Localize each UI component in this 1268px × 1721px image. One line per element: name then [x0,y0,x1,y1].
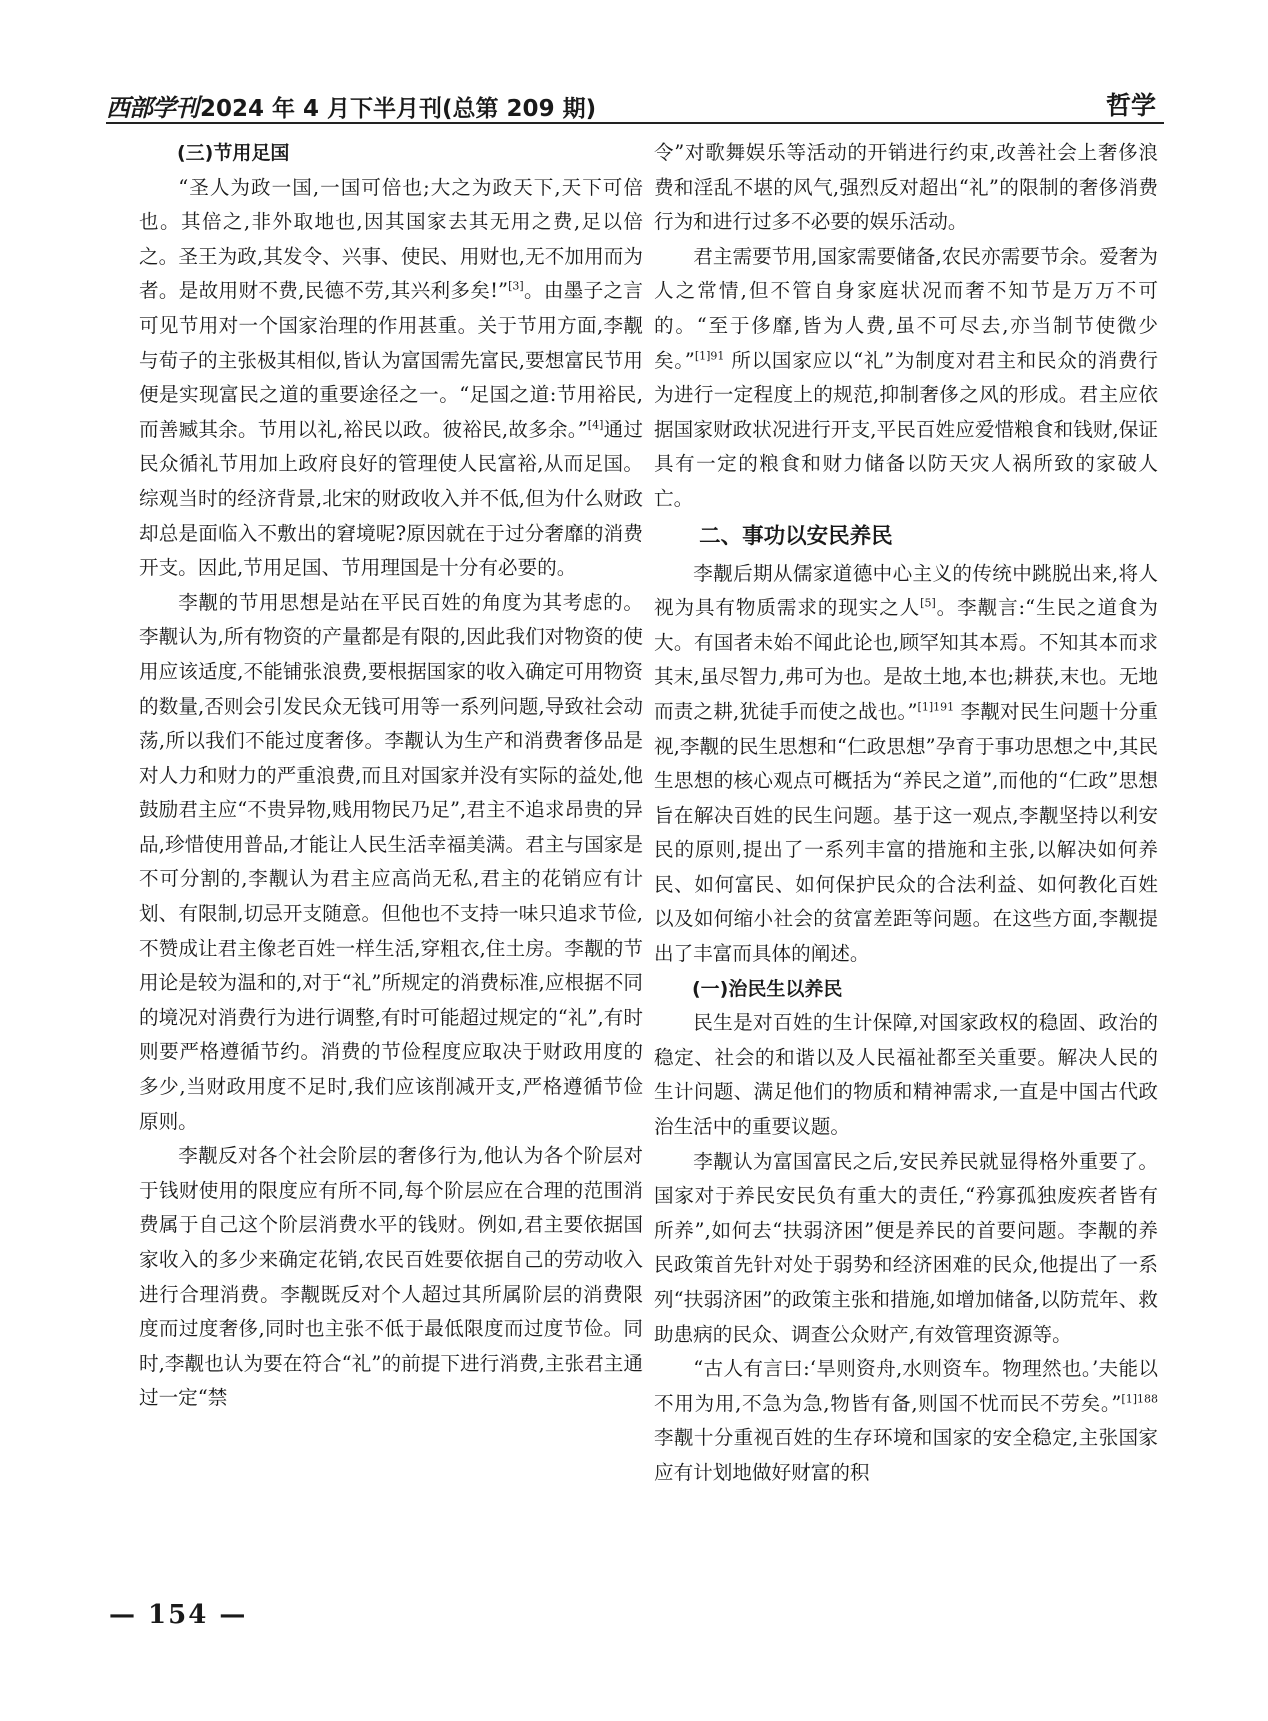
section-heading: 二、事功以安民养民 [699,523,893,549]
left-column [139,136,643,1416]
citation: [1]188 [1121,1392,1158,1406]
page-header [106,86,1164,124]
paragraph: 李觏反对各个社会阶层的奢侈行为,他认为各个阶层对于钱财使用的限度应有所不同,每个阶层应在合理的范围消费属于自己这个阶层消费水平的钱财。例如,君主要依据国家收入的多少来确定花销,农民百姓要依据自己的劳动收入进行合理消费。李觏既反对个人超过其所属阶层的消费限度而过度奢侈,同时也主张不低于最低限度而过度节俭。同时,李觏也认为要在符合“礼”的前提下进行消费,主张君主通过一定“禁 [139,1144,643,1410]
subsection-heading: (三)节用足国 [177,142,290,164]
issue-label: 2024 年 4 月下半月刊(总第 209 期) [200,96,597,122]
paragraph: 令”对歌舞娱乐等活动的开销进行约束,改善社会上奢侈浪费和淫乱不堪的风气,强烈反对超出“礼”的限制的奢侈消费行为和进行过多不必要的娱乐活动。 [654,141,1158,234]
paragraph: 君主需要节用,国家需要储备,农民亦需要节余。爱奢为人之常情,但不管自身家庭状况而奢不知节是万万不可的。“至于侈靡,皆为人费,虽不可尽去,亦当制节使微少矣。”$^{[1]91}$ 所以国家应以“礼”为制度对君主和民众的消费行为进行一定程度上的规范,抑制奢侈之风的形成。君主应依据国家财政状况进行开支,平民百姓应爱惜粮食和钱财,保证具有一定的粮食和财力储备以防天灾人祸所致的家破人亡。 [654,244,1158,510]
paragraph: 民生是对百姓的生计保障,对国家政权的稳固、政治的稳定、社会的和谐以及人民福祉都至关重要。解决人民的生计问题、满足他们的物质和精神需求,一直是中国古代政治生活中的重要议题。 [654,1011,1158,1139]
paragraph: “圣人为政一国,一国可倍也;大之为政天下,天下可倍也。其倍之,非外取地也,因其国家去其无用之费,足以倍之。圣王为政,其发令、兴事、使民、用财也,无不加用而为者。是故用财不费,民德不劳,其兴利多矣!”[3]。由墨子之言可见节用对一个国家治理的作用甚重。关于节用方面,李觏与荀子的主张极其相似,皆认为富国需先富民,要想富民节用便是实现富民之道的重要途径之一。“足国之道:节用裕民,而善臧其余。节用以礼,裕民以政。彼裕民,故多余。”[4]通过民众循礼节用加上政府良好的管理使人民富裕,从而足国。综观当时的经济背景,北宋的财政收入并不低,但为什么财政却总是面临入不敷出的窘境呢?原因就在于过分奢靡的消费开支。因此,节用足国、节用理国是十分有必要的。 [139,175,643,580]
journal-logo: 西部学刊 [106,93,198,122]
page-number: — 154 — [109,1600,248,1630]
section-label: 哲学 [1105,91,1156,120]
paragraph: “古人有言曰:‘旱则资舟,水则资车。物理然也。’夫能以不用为用,不急为急,物皆有备,则国不忧而民不劳矣。”$^{[1]188}$ 李觏十分重视百姓的生存环境和国家的安全稳定,主张国家应有计划地做好财富的积 [654,1357,1158,1484]
paragraph: 李觏认为富国富民之后,安民养民就显得格外重要了。国家对于养民安民负有重大的责任,“矜寡孤独废疾者皆有所养”,如何去“扶弱济困”便是养民的首要问题。李觏的养民政策首先针对处于弱势和经济困难的民众,他提出了一系列“扶弱济困”的政策主张和措施,如增加储备,以防荒年、救助患病的民众、调查公众财产,有效管理资源等。 [654,1149,1158,1346]
citation: [4] [587,418,604,432]
citation: [1]91 [694,348,725,362]
paragraph: 李觏后期从儒家道德中心主义的传统中跳脱出来,将人视为具有物质需求的现实之人[5]。李觏言:“生民之道食为大。有国者未始不闻此论也,顾罕知其本焉。不知其本而求其末,虽尽智力,弗可为也。是故土地,本也;耕获,末也。无地而责之耕,犹徒手而使之战也。”$^{[1]191}$ 李觏对民生问题十分重视,李觏的民生思想和“仁政思想”孕育于事功思想之中,其民生思想的核心观点可概括为“养民之道”,而他的“仁政”思想旨在解决百姓的民生问题。基于这一观点,李觏坚持以利安民的原则,提出了一系列丰富的措施和主张,以解决如何养民、如何富民、如何保护民众的合法利益、如何教化百姓以及如何缩小社会的贫富差距等问题。在这些方面,李觏提出了丰富而具体的阐述。 [654,561,1159,966]
subsection-heading: (一)治民生以养民 [692,977,843,1000]
citation: [5] [920,596,936,610]
journal-issue [106,88,596,123]
right-column [654,136,1158,1491]
citation: [3] [508,279,524,293]
citation: [1]191 [917,700,955,714]
paragraph: 李觏的节用思想是站在平民百姓的角度为其考虑的。李觏认为,所有物资的产量都是有限的,因此我们对物资的使用应该适度,不能铺张浪费,要根据国家的收入确定可用物资的数量,否则会引发民众无钱可用等一系列问题,导致社会动荡,所以我们不能过度奢侈。李觏认为生产和消费奢侈品是对人力和财力的严重浪费,而且对国家并没有实际的益处,他鼓励君主应“不贵异物,贱用物民乃足”,君主不追求昂贵的异品,珍惜使用普品,才能让人民生活幸福美满。君主与国家是不可分割的,李觏认为君主应高尚无私,君主的花销应有计划、有限制,切忌开支随意。但他也不支持一味只追求节俭,不赞成让君主像老百姓一样生活,穿粗衣,住土房。李觏的节用论是较为温和的,对于“礼”所规定的消费标准,应根据不同的境况对消费行为进行调整,有时可能超过规定的“礼”,有时则要严格遵循节约。消费的节俭程度应取决于财政用度的多少,当财政用度不足时,我们应该削减开支,严格遵循节俭原则。 [139,590,643,1133]
